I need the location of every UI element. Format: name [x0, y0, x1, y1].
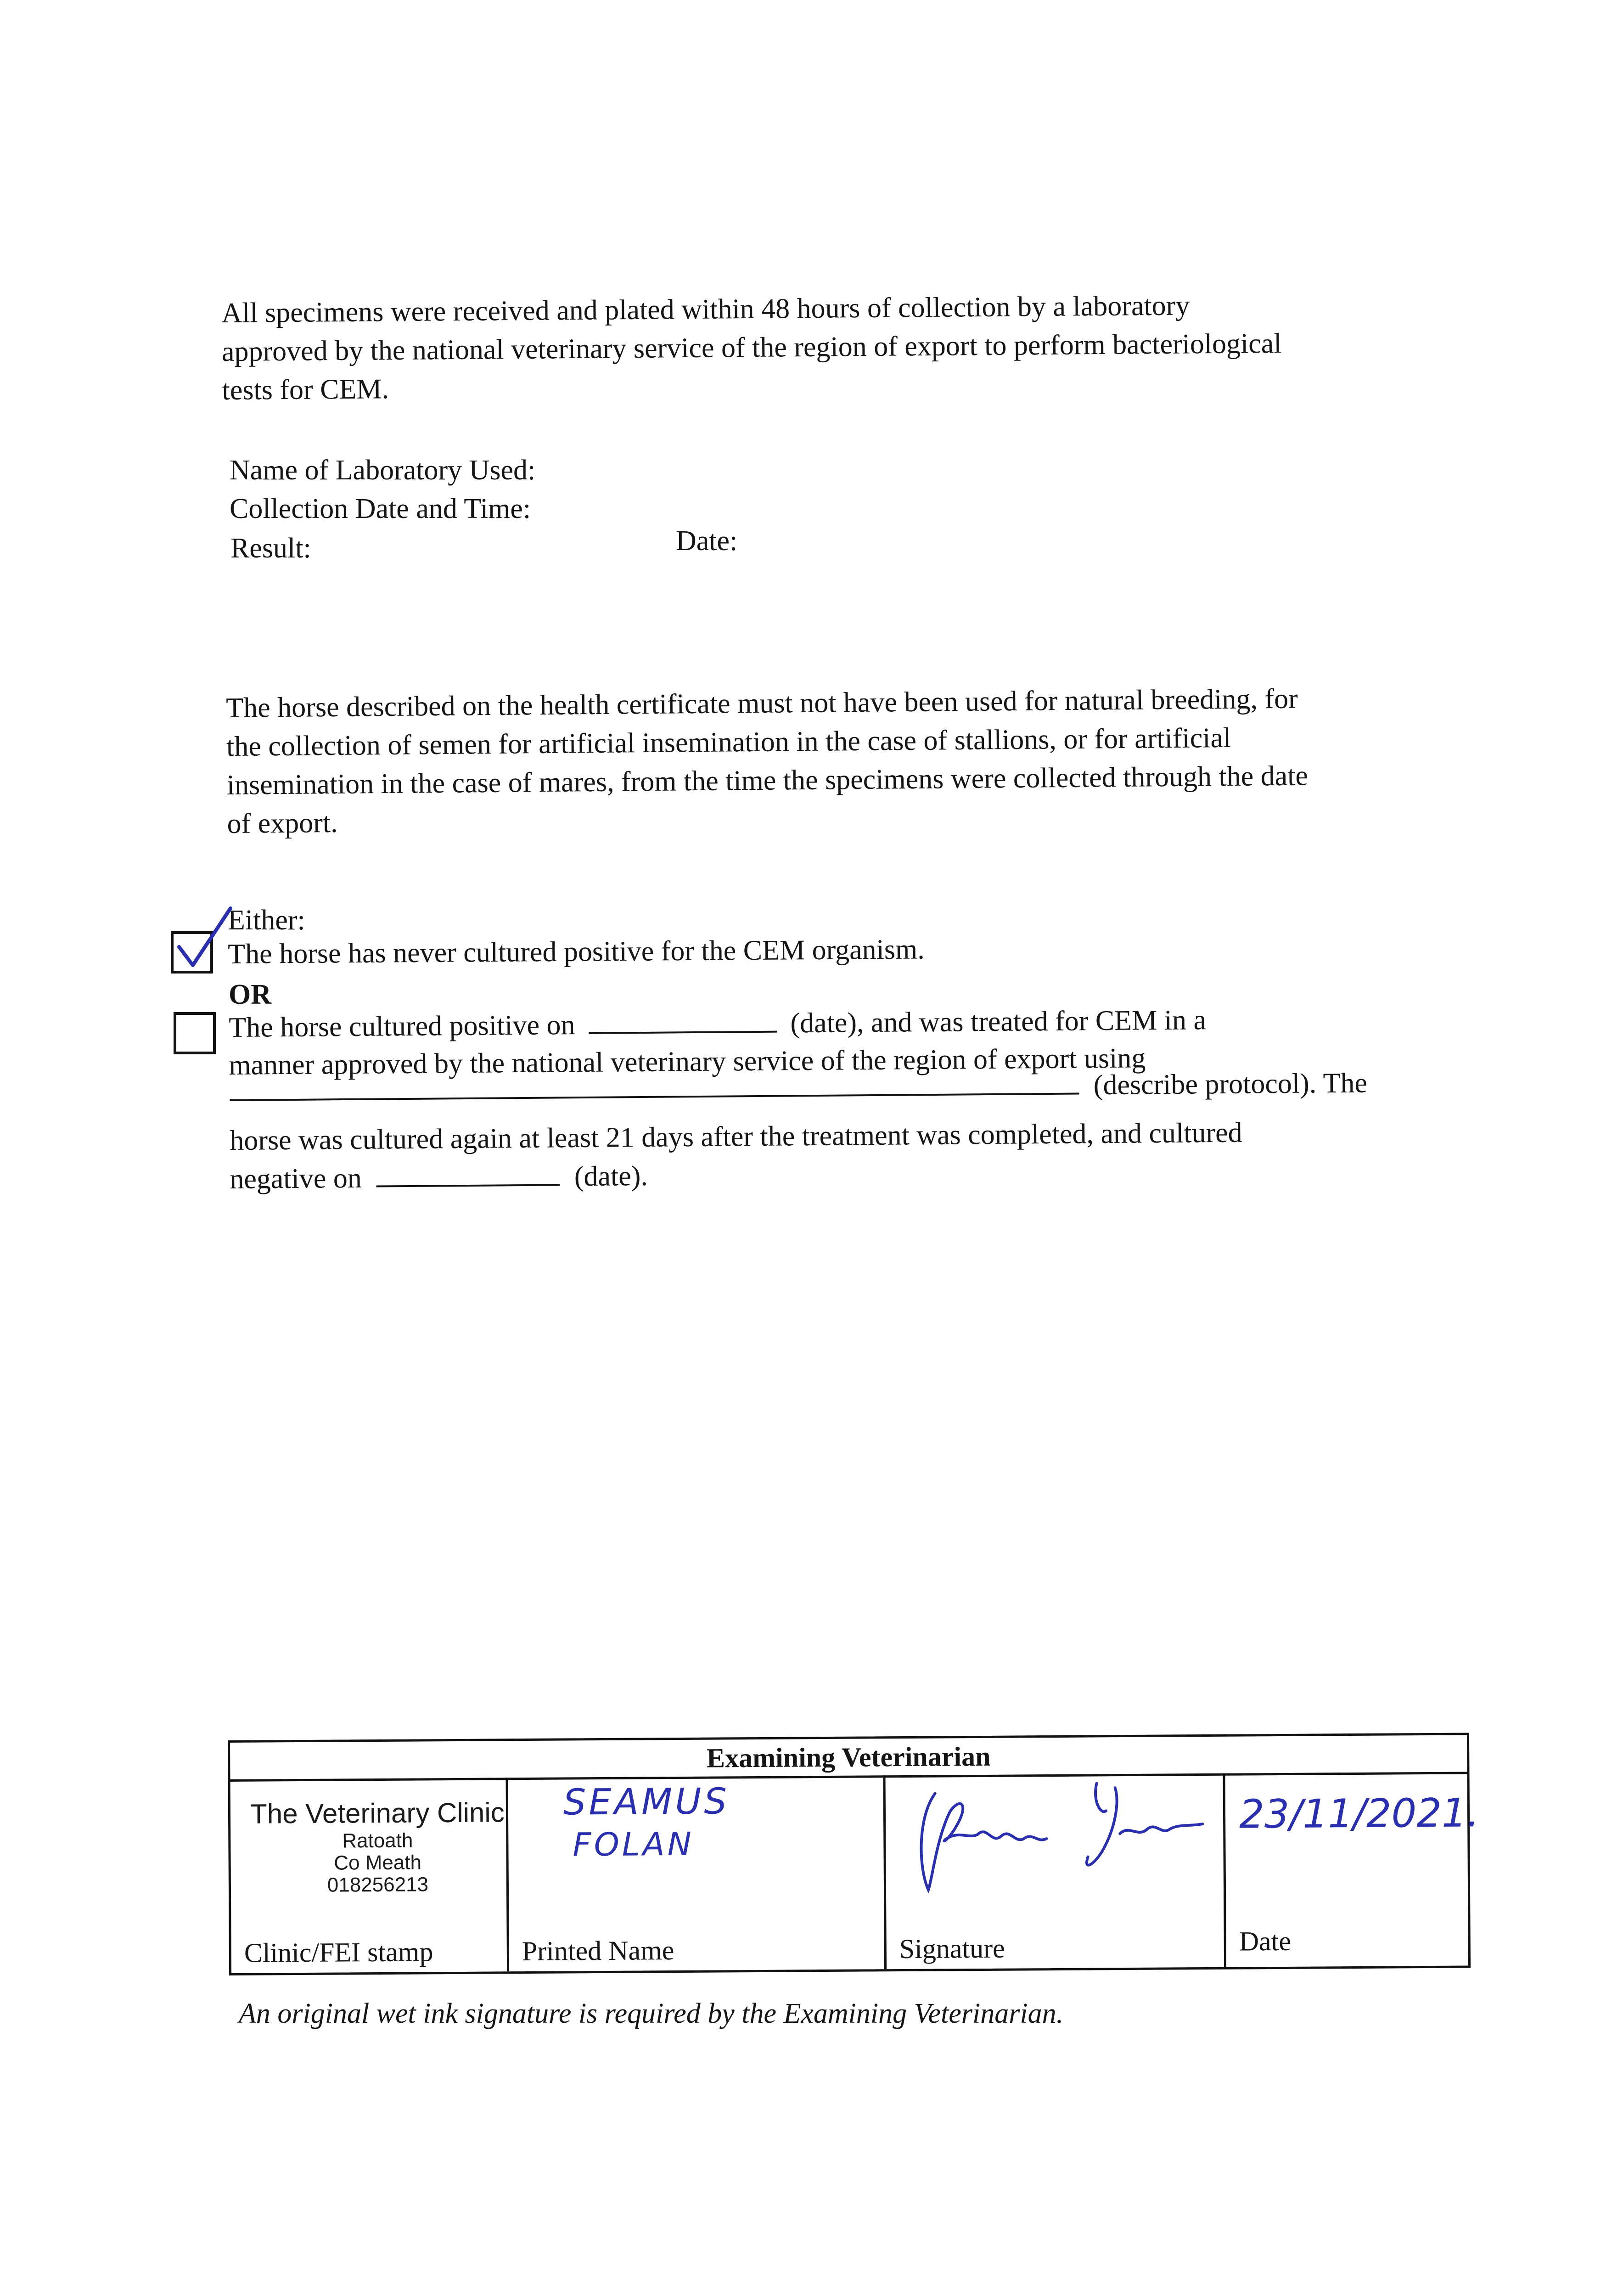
clinic-stamp-county: Co Meath — [334, 1851, 422, 1874]
negative-on-text: negative on — [230, 1162, 362, 1195]
table-header: Examining Veterinarian — [230, 1735, 1467, 1782]
positive-date-blank[interactable] — [589, 1004, 777, 1034]
stamp-label: Clinic/FEI stamp — [244, 1936, 433, 1968]
collection-label: Collection Date and Time: — [230, 493, 531, 524]
handwritten-name-line2: FOLAN — [573, 1825, 695, 1864]
option-cultured-positive-checkbox[interactable] — [174, 1012, 216, 1054]
clinic-stamp-name: The Veterinary Clinic — [250, 1797, 505, 1829]
or-label: OR — [229, 979, 271, 1010]
breeding-line: insemination in the case of mares, from the time the specimens were collected through the date — [226, 760, 1309, 801]
result-label: Result: — [230, 533, 311, 564]
printed-name-label: Printed Name — [522, 1935, 674, 1967]
result-date-label: Date: — [676, 525, 738, 557]
date-label: Date — [1239, 1925, 1292, 1957]
negative-date-blank[interactable] — [376, 1157, 560, 1187]
handwritten-date: 23/11/2021. — [1239, 1790, 1480, 1838]
examining-veterinarian-table — [228, 1733, 1480, 1975]
clinic-stamp-town: Ratoath — [342, 1829, 413, 1852]
intro-paragraph — [221, 286, 1282, 410]
option-never-positive-text: The horse has never cultured positive for the CEM organism. — [228, 934, 925, 970]
option-cultured-positive-line5 — [230, 1157, 648, 1199]
signature-label: Signature — [899, 1933, 1005, 1964]
breeding-line: The horse described on the health certificate must not have been used for natural breeding, for — [226, 683, 1298, 724]
lab-name-label: Name of Laboratory Used: — [230, 455, 536, 486]
intro-line: approved by the national veterinary service of the region of export to perform bacteriological — [221, 327, 1282, 367]
signature-cell — [883, 1773, 1224, 1970]
printed-name-cell — [506, 1775, 885, 1971]
handwritten-name-line1: SEAMUS — [563, 1781, 730, 1823]
clinic-stamp — [230, 1796, 525, 1897]
either-label: Either: — [228, 905, 305, 936]
date-suffix-text: (date). — [574, 1160, 648, 1193]
clinic-stamp-phone: 018256213 — [327, 1873, 429, 1896]
cultured-positive-on-text: The horse cultured positive on — [229, 1009, 575, 1043]
describe-protocol-text: (describe protocol). The — [1093, 1067, 1368, 1101]
option-cultured-positive-line4: horse was cultured again at least 21 days after the treatment was completed, and cultured — [230, 1117, 1242, 1156]
signature-mark — [899, 1773, 1221, 1913]
breeding-line: of export. — [227, 807, 338, 839]
intro-line: All specimens were received and plated within 48 hours of collection by a laboratory — [221, 290, 1190, 329]
option-cultured-positive-line2: manner approved by the national veterinary service of the region of export using — [229, 1042, 1146, 1081]
protocol-blank[interactable] — [230, 1066, 1079, 1101]
date-cell — [1223, 1772, 1480, 1967]
breeding-paragraph — [226, 679, 1309, 843]
breeding-line: the collection of semen for artificial insemination in the case of stallions, or for artificial — [226, 722, 1231, 762]
footer-note: An original wet ink signature is required by the Examining Veterinarian. — [239, 1998, 1064, 2029]
intro-line: tests for CEM. — [222, 373, 389, 406]
stamp-cell — [230, 1778, 507, 1973]
treated-text: (date), and was treated for CEM in a — [790, 1004, 1207, 1039]
